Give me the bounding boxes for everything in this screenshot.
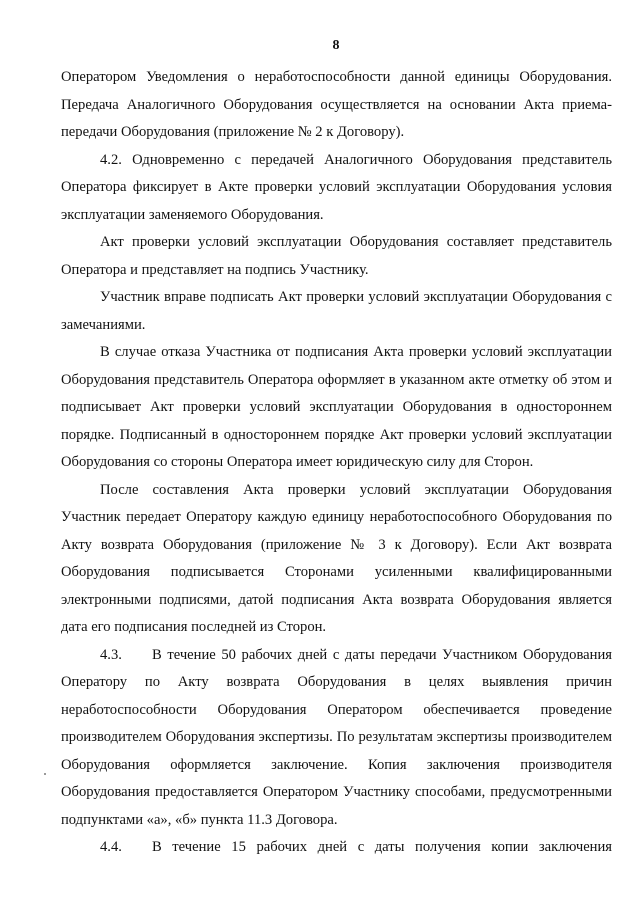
document-body [61, 64, 612, 862]
paragraph-participant-right: Участник вправе подписать Акт проверки условий эксплуатации Оборудования с замечаниями. [61, 289, 612, 333]
paragraph-return-act: После составления Акта проверки условий эксплуатации Оборудования Участник передает Оператору каждую единицу неработоспособного Оборудования по Акту возврата Оборудования (приложение № 3 к Договору). Если Акт возврата Оборудования подписывается Сторонами усиленными квалифицированными электронными подписями, датой подписания Акта возврата Оборудования является дата его подписания последней из Сторон. [61, 481, 612, 635]
paragraph-continuation: Оператором Уведомления о неработоспособности данной единицы Оборудования. Передача Аналогичного Оборудования осуществляется на основании Акта приема-передачи Оборудования (приложение № 2 к Договору). [61, 69, 612, 140]
paragraph-4-2: 4.2. Одновременно с передачей Аналогичного Оборудования представитель Оператора фиксирует в Акте проверки условий эксплуатации Оборудования условия эксплуатации заменяемого Оборудования. [61, 151, 612, 223]
clause-number: 4.3. [100, 646, 122, 663]
paragraph-4-4 [61, 834, 612, 862]
paragraph-4-3 [61, 642, 612, 835]
paragraph-refusal: В случае отказа Участника от подписания Акта проверки условий эксплуатации Оборудования представитель Оператора оформляет в указанном акте отметку об этом и подписывает Акт проверки условий эксплуатации Оборудования в одностороннем порядке. Подписанный в одностороннем порядке Акт проверки условий эксплуатации Оборудования со стороны Оператора имеет юридическую силу для Сторон. [61, 344, 612, 470]
scan-artifact [44, 773, 46, 775]
clause-number: 4.4. [100, 839, 122, 855]
clause-text: В течение 15 рабочих дней с даты получения копии заключения [152, 839, 612, 855]
page-number: 8 [332, 38, 340, 53]
paragraph-act-compiled: Акт проверки условий эксплуатации Оборудования составляет представитель Оператора и представляет на подпись Участнику. [61, 234, 612, 278]
clause-text: В течение 50 рабочих дней с даты передачи Участником Оборудования Оператору по Акту возврата Оборудования в целях выявления причин неработоспособности Оборудования Оператором обеспечивается проведение производителем Оборудования экспертизы. По результатам экспертизы производителем Оборудования оформляется заключение. Копия заключения производителя Оборудования предоставляется Оператором Участнику способами, предусмотренными подпунктами «а», «б» пункта 11.3 Договора. [61, 646, 612, 828]
